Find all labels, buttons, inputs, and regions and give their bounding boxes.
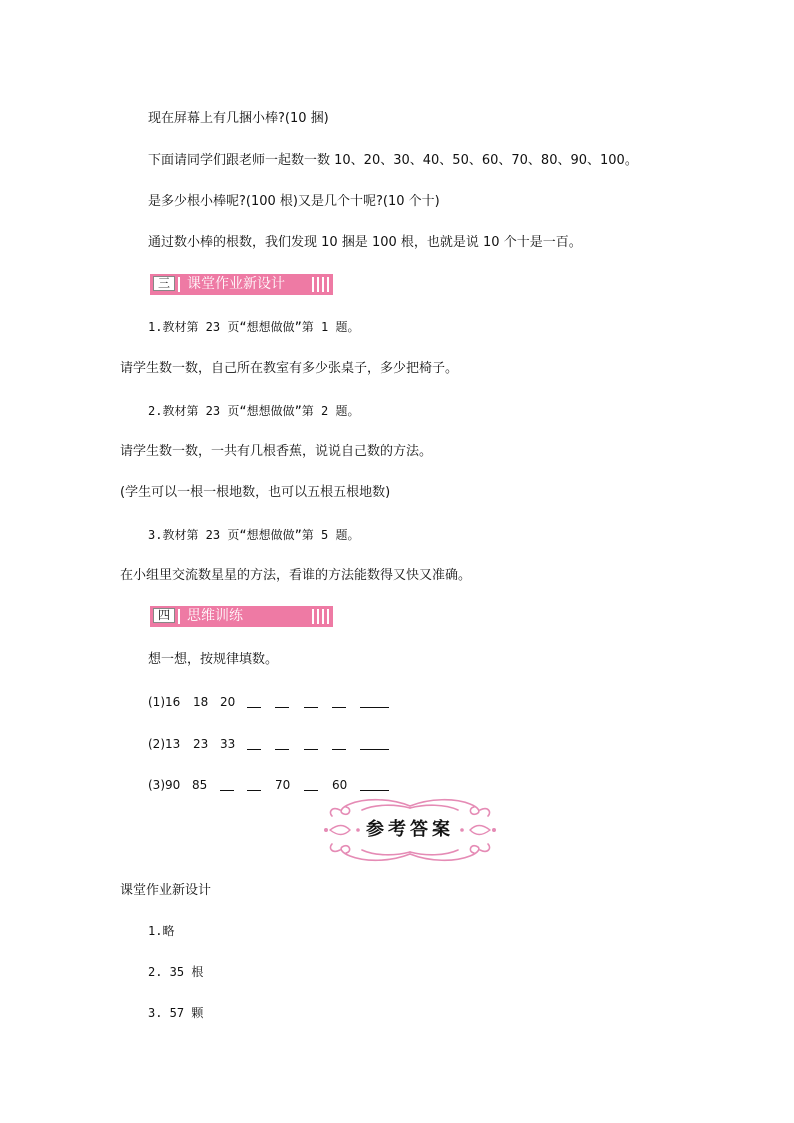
intro-line-1: 现在屏幕上有几捆小棒?(10 捆)	[148, 111, 329, 126]
section-banner-3	[150, 274, 333, 295]
question-2: 2.教材第 23 页“想想做做”第 2 题。	[148, 404, 360, 418]
sequence-value: 85	[192, 778, 208, 792]
sequence-label: (3)90	[148, 778, 181, 792]
sequence-value: 70	[275, 778, 291, 792]
intro-line-3: 是多少根小棒呢?(100 根)又是几个十呢?(10 个十)	[148, 194, 440, 209]
answer-blank	[304, 707, 318, 708]
question-1: 1.教材第 23 页“想想做做”第 1 题。	[148, 320, 360, 334]
answer-blank	[304, 749, 318, 750]
sequence-label: (1)16	[148, 695, 181, 709]
intro-line-4: 通过数小棒的根数，我们发现 10 捆是 100 根，也就是说 10 个十是一百。	[148, 235, 582, 250]
question-3: 3.教材第 23 页“想想做做”第 5 题。	[148, 528, 360, 542]
answer-blank	[275, 749, 289, 750]
answer-2: 2. 35 根	[148, 965, 204, 979]
intro-line-2: 下面请同学们跟老师一起数一数 10、20、30、40、50、60、70、80、90、100。	[148, 153, 638, 168]
answer-blank	[247, 749, 261, 750]
answer-blank	[275, 707, 289, 708]
answer-3: 3. 57 颗	[148, 1006, 204, 1020]
sequence-value: 60	[332, 778, 348, 792]
section-number: 三	[153, 276, 175, 291]
exercise-prompt: 想一想，按规律填数。	[148, 652, 279, 667]
sequence-value: 20	[220, 695, 236, 709]
answer-key-banner	[320, 796, 500, 864]
banner-stripes	[312, 277, 329, 292]
sequence-value: 23	[193, 737, 209, 751]
question-2-desc: 请学生数一数，一共有几根香蕉，说说自己数的方法。	[120, 444, 433, 459]
section-title: 课堂作业新设计	[187, 276, 285, 292]
sequence-label: (2)13	[148, 737, 181, 751]
question-1-desc: 请学生数一数，自己所在教室有多少张桌子，多少把椅子。	[120, 361, 459, 376]
answer-key-title: 参考答案	[366, 819, 454, 840]
answer-blank	[360, 707, 389, 708]
section-title: 思维训练	[187, 608, 243, 624]
answer-blank	[247, 790, 261, 791]
sequence-value: 18	[193, 695, 209, 709]
section-banner-4	[150, 606, 333, 627]
section-number: 四	[153, 608, 175, 623]
answer-blank	[220, 790, 234, 791]
answer-blank	[247, 707, 261, 708]
question-2-note: (学生可以一根一根地数，也可以五根五根地数)	[120, 485, 391, 500]
answer-blank	[332, 749, 346, 750]
question-3-desc: 在小组里交流数星星的方法，看谁的方法能数得又快又准确。	[120, 568, 472, 583]
sequence-value: 33	[220, 737, 236, 751]
answers-heading: 课堂作业新设计	[120, 883, 212, 898]
answer-blank	[304, 790, 318, 791]
answer-1: 1.略	[148, 924, 175, 938]
answer-blank	[360, 790, 389, 791]
answer-blank	[360, 749, 389, 750]
banner-stripes	[312, 609, 329, 624]
answer-blank	[332, 707, 346, 708]
